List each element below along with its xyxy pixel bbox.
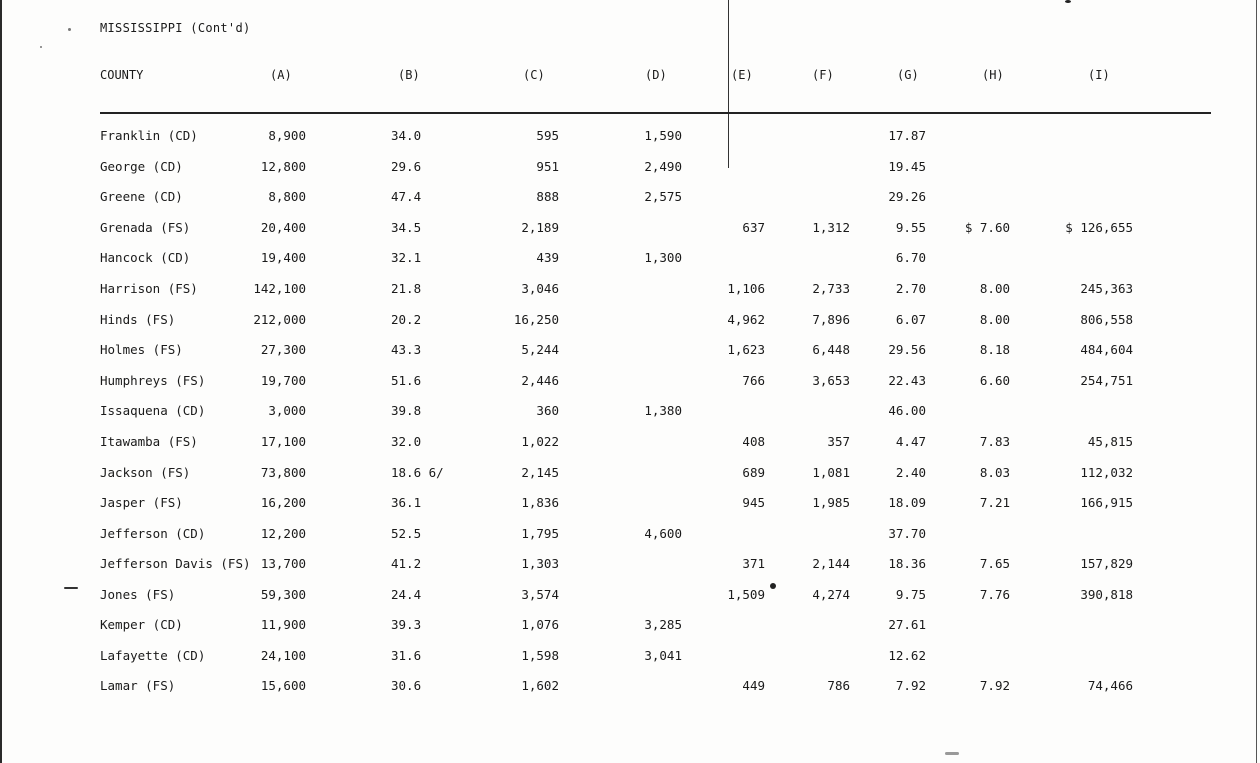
cell-e: 766 <box>742 373 765 388</box>
cell-d: 2,575 <box>644 189 682 204</box>
cell-g: 19.45 <box>888 159 926 174</box>
cell-f: 7,896 <box>812 312 850 327</box>
cell-b: 24.4 <box>391 587 422 602</box>
header-e: (E) <box>731 68 753 82</box>
cell-b: 29.6 <box>391 159 422 174</box>
cell-h: 6.60 <box>979 373 1010 388</box>
cell-i: $ 126,655 <box>1065 220 1133 235</box>
cell-c: 1,598 <box>521 648 559 663</box>
scan-speck <box>40 46 42 48</box>
cell-g: 6.07 <box>895 312 926 327</box>
header-county: COUNTY <box>100 68 144 82</box>
table-row <box>0 373 1260 391</box>
cell-a: 20,400 <box>260 220 306 235</box>
cell-c: 1,303 <box>521 556 559 571</box>
cell-a: 8,800 <box>268 189 306 204</box>
cell-b: 52.5 <box>391 526 422 541</box>
table-row <box>0 678 1260 696</box>
table-row <box>0 495 1260 513</box>
header-a: (A) <box>270 68 292 82</box>
cell-e: 1,509 <box>727 587 765 602</box>
cell-b: 34.0 <box>391 128 422 143</box>
scan-speck <box>945 752 959 755</box>
cell-e: 371 <box>742 556 765 571</box>
cell-h: 7.92 <box>979 678 1010 693</box>
cell-a: 142,100 <box>253 281 306 296</box>
cell-c: 1,602 <box>521 678 559 693</box>
cell-c: 888 <box>536 189 559 204</box>
table-row <box>0 220 1260 238</box>
table-row <box>0 587 1260 605</box>
table-header <box>0 68 1260 84</box>
cell-c: 595 <box>536 128 559 143</box>
cell-b: 43.3 <box>391 342 422 357</box>
cell-e: 4,962 <box>727 312 765 327</box>
cell-a: 3,000 <box>268 403 306 418</box>
cell-d: 4,600 <box>644 526 682 541</box>
cell-county: Jones (FS) <box>100 587 176 602</box>
cell-county: Itawamba (FS) <box>100 434 198 449</box>
cell-f: 6,448 <box>812 342 850 357</box>
cell-county: Lafayette (CD) <box>100 648 206 663</box>
cell-f: 1,312 <box>812 220 850 235</box>
cell-g: 27.61 <box>888 617 926 632</box>
cell-county: Jasper (FS) <box>100 495 183 510</box>
cell-f: 1,081 <box>812 465 850 480</box>
cell-county: Hancock (CD) <box>100 250 191 265</box>
header-f: (F) <box>812 68 834 82</box>
cell-c: 3,574 <box>521 587 559 602</box>
cell-a: 8,900 <box>268 128 306 143</box>
cell-b: 36.1 <box>391 495 422 510</box>
cell-c: 2,446 <box>521 373 559 388</box>
cell-e: 449 <box>742 678 765 693</box>
cell-c: 3,046 <box>521 281 559 296</box>
cell-c: 1,076 <box>521 617 559 632</box>
cell-c: 1,022 <box>521 434 559 449</box>
cell-a: 15,600 <box>260 678 306 693</box>
cell-a: 12,800 <box>260 159 306 174</box>
cell-a: 212,000 <box>253 312 306 327</box>
cell-h: 8.00 <box>979 312 1010 327</box>
header-c: (C) <box>523 68 545 82</box>
cell-h: 8.18 <box>979 342 1010 357</box>
cell-h: 7.76 <box>979 587 1010 602</box>
cell-county: Jefferson (CD) <box>100 526 206 541</box>
cell-c: 16,250 <box>513 312 559 327</box>
header-h: (H) <box>982 68 1004 82</box>
cell-d: 1,590 <box>644 128 682 143</box>
cell-b: 32.1 <box>391 250 422 265</box>
cell-b: 18.6 6/ <box>391 465 444 480</box>
cell-county: George (CD) <box>100 159 183 174</box>
cell-d: 3,285 <box>644 617 682 632</box>
cell-h: 7.83 <box>979 434 1010 449</box>
cell-county: Franklin (CD) <box>100 128 198 143</box>
cell-c: 2,189 <box>521 220 559 235</box>
cell-b: 20.2 <box>391 312 422 327</box>
cell-i: 390,818 <box>1080 587 1133 602</box>
cell-county: Holmes (FS) <box>100 342 183 357</box>
cell-b: 21.8 <box>391 281 422 296</box>
cell-c: 360 <box>536 403 559 418</box>
cell-a: 59,300 <box>260 587 306 602</box>
page-title: MISSISSIPPI (Cont'd) <box>100 21 251 35</box>
cell-g: 29.26 <box>888 189 926 204</box>
cell-b: 47.4 <box>391 189 422 204</box>
cell-c: 439 <box>536 250 559 265</box>
scan-speck <box>68 28 71 31</box>
cell-a: 19,400 <box>260 250 306 265</box>
cell-c: 1,836 <box>521 495 559 510</box>
cell-d: 2,490 <box>644 159 682 174</box>
cell-county: Hinds (FS) <box>100 312 176 327</box>
cell-e: 945 <box>742 495 765 510</box>
cell-a: 27,300 <box>260 342 306 357</box>
table-row <box>0 250 1260 268</box>
cell-e: 408 <box>742 434 765 449</box>
cell-h: $ 7.60 <box>964 220 1010 235</box>
table-row <box>0 189 1260 207</box>
table-row <box>0 617 1260 635</box>
cell-a: 11,900 <box>260 617 306 632</box>
cell-i: 484,604 <box>1080 342 1133 357</box>
cell-f: 1,985 <box>812 495 850 510</box>
cell-e: 1,623 <box>727 342 765 357</box>
cell-a: 13,700 <box>260 556 306 571</box>
cell-county: Lamar (FS) <box>100 678 176 693</box>
cell-g: 4.47 <box>895 434 926 449</box>
cell-g: 37.70 <box>888 526 926 541</box>
cell-i: 245,363 <box>1080 281 1133 296</box>
cell-c: 951 <box>536 159 559 174</box>
cell-a: 19,700 <box>260 373 306 388</box>
cell-i: 166,915 <box>1080 495 1133 510</box>
cell-i: 254,751 <box>1080 373 1133 388</box>
cell-i: 74,466 <box>1087 678 1133 693</box>
cell-f: 2,733 <box>812 281 850 296</box>
cell-i: 806,558 <box>1080 312 1133 327</box>
table-row <box>0 312 1260 330</box>
cell-f: 2,144 <box>812 556 850 571</box>
table-row <box>0 434 1260 452</box>
cell-a: 17,100 <box>260 434 306 449</box>
cell-a: 16,200 <box>260 495 306 510</box>
cell-b: 51.6 <box>391 373 422 388</box>
cell-f: 4,274 <box>812 587 850 602</box>
cell-county: Grenada (FS) <box>100 220 191 235</box>
cell-f: 3,653 <box>812 373 850 388</box>
cell-b: 39.3 <box>391 617 422 632</box>
cell-g: 18.09 <box>888 495 926 510</box>
cell-county: Kemper (CD) <box>100 617 183 632</box>
cell-g: 9.55 <box>895 220 926 235</box>
cell-h: 7.21 <box>979 495 1010 510</box>
cell-b: 30.6 <box>391 678 422 693</box>
cell-county: Harrison (FS) <box>100 281 198 296</box>
header-b: (B) <box>398 68 420 82</box>
cell-f: 357 <box>827 434 850 449</box>
header-d: (D) <box>645 68 667 82</box>
cell-d: 1,380 <box>644 403 682 418</box>
table-row <box>0 342 1260 360</box>
cell-d: 3,041 <box>644 648 682 663</box>
cell-i: 45,815 <box>1087 434 1133 449</box>
cell-county: Humphreys (FS) <box>100 373 206 388</box>
cell-g: 22.43 <box>888 373 926 388</box>
table-row <box>0 128 1260 146</box>
header-i: (I) <box>1088 68 1110 82</box>
table-row <box>0 556 1260 574</box>
cell-i: 157,829 <box>1080 556 1133 571</box>
cell-c: 1,795 <box>521 526 559 541</box>
cell-e: 689 <box>742 465 765 480</box>
cell-a: 12,200 <box>260 526 306 541</box>
cell-county: Jackson (FS) <box>100 465 191 480</box>
cell-g: 7.92 <box>895 678 926 693</box>
cell-b: 32.0 <box>391 434 422 449</box>
cell-county: Issaquena (CD) <box>100 403 206 418</box>
cell-e: 1,106 <box>727 281 765 296</box>
table-row <box>0 281 1260 299</box>
table-row <box>0 648 1260 666</box>
cell-b: 39.8 <box>391 403 422 418</box>
table-row <box>0 526 1260 544</box>
cell-g: 12.62 <box>888 648 926 663</box>
cell-g: 18.36 <box>888 556 926 571</box>
table-row <box>0 465 1260 483</box>
cell-b: 34.5 <box>391 220 422 235</box>
cell-a: 24,100 <box>260 648 306 663</box>
header-divider <box>100 112 1211 114</box>
cell-g: 2.40 <box>895 465 926 480</box>
cell-g: 6.70 <box>895 250 926 265</box>
cell-c: 5,244 <box>521 342 559 357</box>
table-row <box>0 403 1260 421</box>
cell-g: 17.87 <box>888 128 926 143</box>
cell-d: 1,300 <box>644 250 682 265</box>
cell-b: 31.6 <box>391 648 422 663</box>
scan-speck <box>64 587 78 589</box>
table-row <box>0 159 1260 177</box>
cell-c: 2,145 <box>521 465 559 480</box>
cell-e: 637 <box>742 220 765 235</box>
cell-h: 8.00 <box>979 281 1010 296</box>
cell-g: 29.56 <box>888 342 926 357</box>
cell-b: 41.2 <box>391 556 422 571</box>
scan-speck <box>1065 0 1071 3</box>
cell-county: Greene (CD) <box>100 189 183 204</box>
cell-h: 7.65 <box>979 556 1010 571</box>
header-g: (G) <box>897 68 919 82</box>
cell-g: 2.70 <box>895 281 926 296</box>
cell-h: 8.03 <box>979 465 1010 480</box>
cell-g: 9.75 <box>895 587 926 602</box>
scan-speck <box>770 583 776 589</box>
cell-county: Jefferson Davis (FS) <box>100 556 251 571</box>
cell-f: 786 <box>827 678 850 693</box>
cell-a: 73,800 <box>260 465 306 480</box>
cell-g: 46.00 <box>888 403 926 418</box>
cell-i: 112,032 <box>1080 465 1133 480</box>
